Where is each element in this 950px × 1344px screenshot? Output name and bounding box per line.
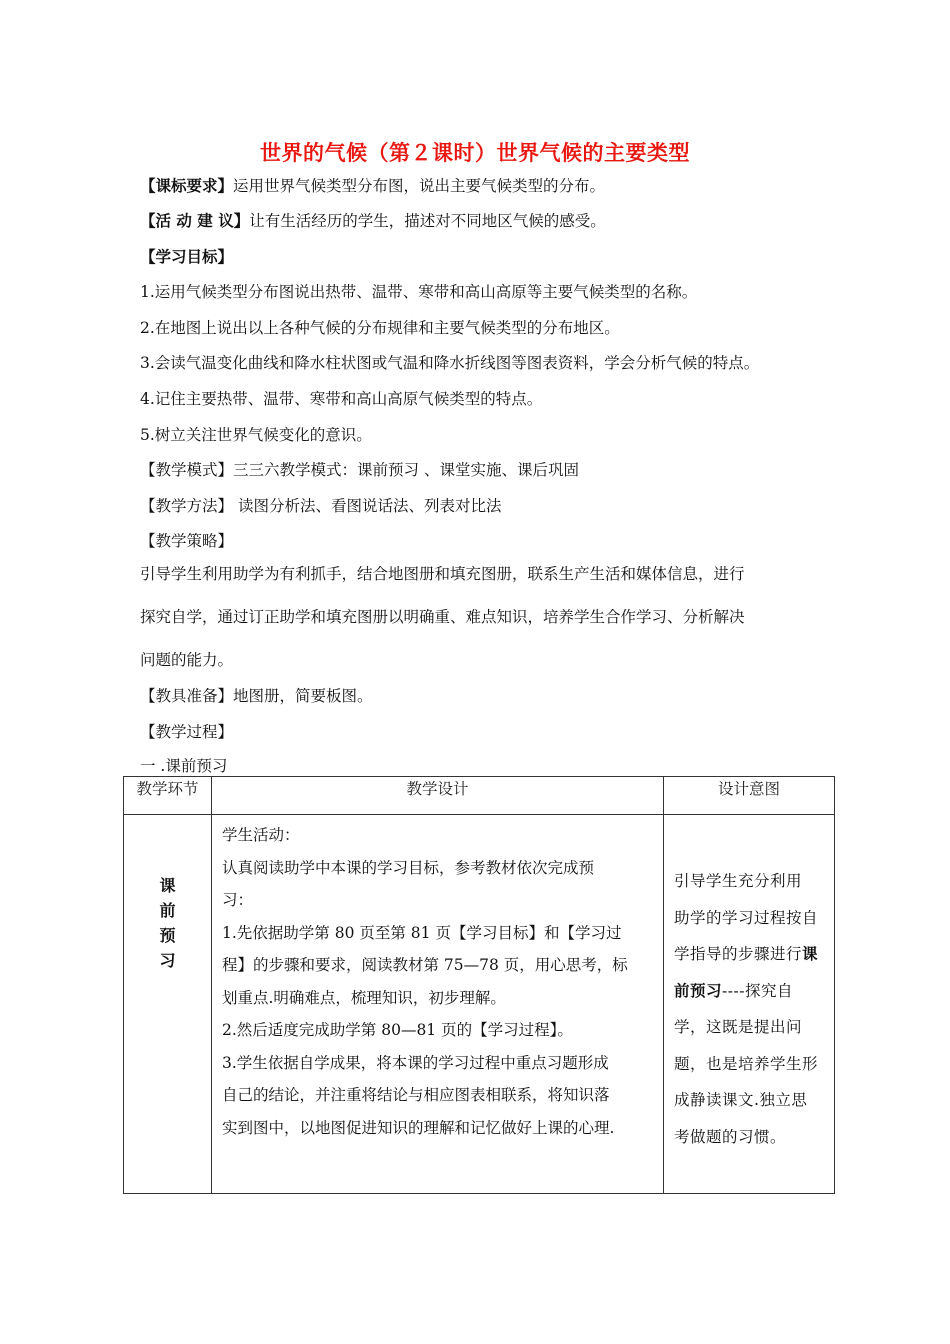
activity-text: 让有生活经历的学生，描述对不同地区气候的感受。	[249, 212, 606, 230]
strategy-line: 问题的能力。	[140, 651, 234, 669]
design-line: 自己的结论，并注重将结论与相应图表相联系，将知识落	[222, 1086, 610, 1104]
intent-emphasis: 前预习	[674, 980, 723, 1000]
method-text: 读图分析法、看图说话法、列表对比法	[233, 497, 502, 515]
method-tag: 【教学方法】	[140, 497, 234, 515]
intent-text: ----探究自	[722, 981, 793, 1000]
design-cell	[212, 815, 664, 1194]
process-heading: 【教学过程】	[140, 723, 234, 741]
design-line: 学生活动：	[222, 826, 300, 844]
standard-line	[140, 174, 605, 196]
strategy-line: 引导学生利用助学为有利抓手，结合地图册和填充图册，联系生产生活和媒体信息，进行	[140, 565, 745, 583]
goal-item: 5.树立关注世界气候变化的意识。	[140, 426, 372, 444]
goals-heading: 【学习目标】	[140, 247, 234, 266]
intent-line: 题，也是培养学生形	[674, 1054, 819, 1073]
goal-item: 2.在地图上说出以上各种气候的分布规律和主要气候类型的分布地区。	[140, 319, 620, 337]
mode-line	[140, 458, 579, 480]
intent-line: 助学的学习过程按自	[674, 908, 819, 927]
design-line: 2.然后适度完成助学第 80—81 页的【学习过程】。	[222, 1021, 573, 1039]
design-line: 3.学生依据自学成果，将本课的学习过程中重点习题形成	[222, 1053, 609, 1072]
intent-line	[674, 936, 826, 973]
method-line	[140, 494, 501, 516]
intent-line: 学，这既是提出问	[674, 1018, 803, 1036]
header-intent: 设计意图	[664, 777, 835, 815]
process-subheading: 一 .课前预习	[140, 757, 228, 775]
activity-tag: 【活 动 建 议】	[140, 211, 250, 230]
goal-item: 4.记住主要热带、温带、寒带和高山高原气候类型的特点。	[140, 390, 543, 408]
design-line: 程】的步骤和要求，阅读教材第 75—78 页，用心思考，标	[222, 956, 628, 974]
standard-tag: 【课标要求】	[140, 176, 234, 195]
design-line: 实到图中，以地图促进知识的理解和记忆做好上课的心理.	[222, 1118, 615, 1137]
teaching-process-table	[123, 776, 835, 1194]
design-line: 1.先依据助学第 80 页至第 81 页【学习目标】和【学习过	[222, 923, 622, 942]
goal-item: 3.会读气温变化曲线和降水柱状图或气温和降水折线图等图表资料，学会分析气候的特点。	[140, 354, 760, 372]
table-header-row	[124, 777, 835, 815]
header-design: 教学设计	[212, 777, 664, 815]
table-row	[124, 815, 835, 1194]
mode-text: 三三六教学模式：课前预习 、课堂实施、课后巩固	[233, 461, 579, 479]
mode-tag: 【教学模式】	[140, 461, 234, 479]
standard-text: 运用世界气候类型分布图，说出主要气候类型的分布。	[233, 177, 606, 195]
header-stage: 教学环节	[124, 777, 212, 815]
tools-text: 地图册，简要板图。	[233, 687, 373, 705]
strategy-heading: 【教学策略】	[140, 532, 234, 550]
design-line: 认真阅读助学中本课的学习目标，参考教材依次完成预	[222, 858, 595, 877]
design-line: 划重点.明确难点，梳理知识，初步理解。	[222, 988, 506, 1007]
goal-item: 1.运用气候类型分布图说出热带、温带、寒带和高山高原等主要气候类型的名称。	[140, 283, 698, 301]
stage-cell	[124, 815, 212, 1194]
document-title: 世界的气候（第２课时）世界气候的主要类型	[260, 141, 690, 165]
intent-cell	[664, 815, 835, 1194]
intent-line: 引导学生充分利用	[674, 872, 803, 890]
intent-line: 考做题的习惯。	[674, 1127, 787, 1146]
intent-emphasis: 课	[802, 944, 819, 963]
stage-label: 课前预习	[159, 876, 176, 970]
tools-line	[140, 684, 373, 706]
activity-line	[140, 209, 606, 231]
intent-text: 学指导的步骤进行	[674, 945, 803, 963]
intent-line	[674, 973, 826, 1010]
tools-tag: 【教具准备】	[140, 687, 234, 705]
strategy-paragraph	[140, 553, 820, 682]
design-line: 习：	[222, 891, 254, 909]
strategy-line: 探究自学，通过订正助学和填充图册以明确重、难点知识，培养学生合作学习、分析解决	[140, 608, 745, 626]
intent-line: 成静读课文.独立思	[674, 1091, 808, 1109]
